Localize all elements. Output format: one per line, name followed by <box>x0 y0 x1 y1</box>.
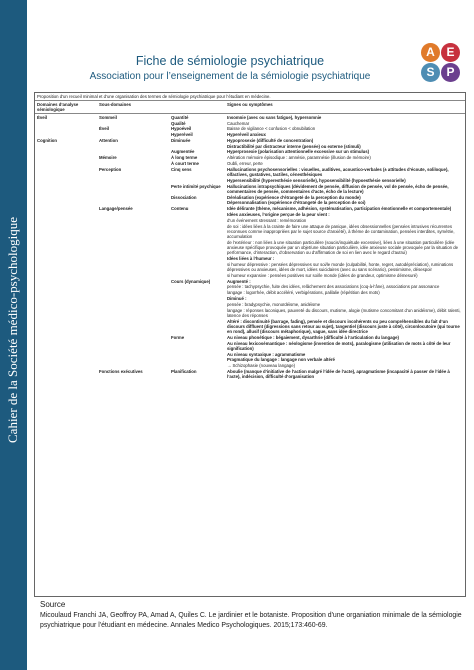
page-title: Fiche de sémiologie psychiatrique <box>135 54 325 68</box>
cell-subsubdomain: À court terme <box>171 161 199 167</box>
table-caption: Proposition d’un recueil minimal et d’une organisation des termes de sémiologie psychiatrique pour l’étudiant en médecine. <box>37 94 271 99</box>
cell-sign: langage : réponses laconiques, pauvreté du discours, mutisme, alogie (mutisme concomitant d’un anidéisme), débit ralenti, latence des réponses <box>227 307 461 318</box>
cell-subsubdomain: Hyperéveil <box>171 132 193 138</box>
cell-subsubdomain: Cinq sens <box>171 166 192 172</box>
cell-subsubdomain: Cours (dynamique) <box>171 278 211 284</box>
cell-subsubdomain: Diminuée <box>171 137 191 143</box>
cell-subdomain: Éveil <box>99 126 110 132</box>
cell-sign: Augmenté : <box>227 278 251 284</box>
cell-subsubdomain <box>169 340 225 351</box>
cell-subsubdomain <box>169 307 225 318</box>
cell-sign: Baisse de vigilance < confusion < obnubilation <box>227 126 316 132</box>
cell-subsubdomain: Hypoéveil <box>171 126 192 132</box>
table-row <box>35 262 465 273</box>
cell-sign: Hallucinations psychosensorielles : visuelles, auditives, acoustico-verbales (± attitudes d’écoute, soliloque), olfactives, gustatives, tactiles, cénesthésiques <box>227 166 449 178</box>
table-row <box>35 183 465 194</box>
cell-subsubdomain: Qualité <box>171 120 186 126</box>
cell-domain <box>35 223 97 239</box>
cell-subsubdomain <box>169 262 225 273</box>
cell-sign: de soi : idées liées à la crainte de faire une attaque de panique, idées obsessionnelles (pensées intrusives récurrentes reconnues comme inappropriées par le sujet source d’anxiété), à thème de contamination, pensées interdites, symétrie, accumulation <box>227 223 455 240</box>
source-label: Source <box>40 600 66 609</box>
cell-subdomain <box>97 183 169 194</box>
cell-domain <box>35 369 97 380</box>
cell-sign: pensée : tachypsychie, fuite des idées, relâchement des associations (coq-à-l’âne), associations par assonance <box>227 284 440 290</box>
cell-subsubdomain: Augmentée <box>171 149 195 155</box>
sidebar-band <box>0 0 27 670</box>
cell-subsubdomain <box>169 223 225 239</box>
cell-sign: Déréalisation (expérience d’étrangeté de la perception du monde) <box>227 194 361 200</box>
source-citation: Micoulaud Franchi JA, Geoffroy PA, Amad A, Quiles C. Le jardinier et le botaniste. Proposition d'une organiation minimale de la sémiologie psychiatrique pour l'étudiant en médecine. Annales Medico Psychologiques. 2015;173:460-69. <box>40 612 462 629</box>
table-row <box>35 223 465 239</box>
table-row <box>35 240 465 256</box>
sidebar-title: Cahier de la Société médico-psychologique <box>5 217 20 443</box>
cell-subdomain: Fonctions exécutives <box>99 369 143 375</box>
cell-subdomain <box>97 223 169 239</box>
aesp-logo <box>421 43 461 83</box>
cell-subsubdomain: Forme <box>171 334 185 340</box>
cell-sign: si humeur dépressive : pensées dépressives sur soi/le monde (culpabilité, honte, regret, autodépréciation), ruminations dépressives ou anxieuses, idées de mort, idées suicidaires (avec ou sans scénario), pessimisme, désespoir <box>227 261 454 273</box>
cell-sign: Oubli, erreur, perte <box>227 161 263 167</box>
cell-sign: Distractibilité par distracteur interne (pensée) ou externe (stimuli) <box>227 143 361 149</box>
cell-sign: Pragmatique du langage : langage non verbale altéré <box>227 357 335 363</box>
logo-letter-s: S <box>421 63 440 82</box>
header-signs: Signes ou symptômes <box>225 101 465 114</box>
cell-subsubdomain: Quantité <box>171 114 189 120</box>
cell-domain <box>35 340 97 351</box>
logo-letter-e: E <box>441 43 460 62</box>
cell-sign: Idées anxieuses, l’origine perçue de la peur vient : <box>227 212 330 218</box>
logo-letter-p: P <box>441 63 460 82</box>
cell-subdomain: Mémoire <box>99 155 117 161</box>
cell-domain <box>35 240 97 256</box>
cell-subsubdomain: Perte intimité psychique <box>171 183 221 189</box>
cell-sign: Insomnie (avec ou sans fatigue), hypersomnie <box>227 114 322 120</box>
cell-subdomain: Sommeil <box>99 114 117 120</box>
cell-subsubdomain <box>169 318 225 334</box>
header-subsubdomains <box>169 101 225 114</box>
page-subtitle: Association pour l’enseignement de la sémiologie psychiatrique <box>89 71 371 82</box>
cell-sign: Altéré : discontinuité (barrage, fading), pensée et discours incohérents ou peu compréhensibles du fait d’un discours diffluent (digressions sans retour au sujet), tangentiel (discours juste à côté), circonlocutoire (qui tourne en rond), allusif (discours métaphorique), vague, sans idée directrice <box>227 318 460 335</box>
header-domains: Domaines d’analyse sémiologique <box>35 101 97 114</box>
cell-sign: Dépersonnalisation (expérience d’étrangeté de la perception de soi) <box>227 200 366 206</box>
cell-subdomain <box>97 262 169 273</box>
cell-sign: Idées liées à l’humeur : <box>227 256 275 262</box>
cell-sign: Au niveau phonétique : bégaiement, dysarthrie (difficulté à l’articulation du langage) <box>227 334 399 340</box>
cell-sign: Idée délirante (thème, mécanisme, adhésion, systématisation, participation émotionnelle et comportementale) <box>227 206 452 212</box>
cell-sign: pensée : bradypsychie, monoïdéisme, anidéisme <box>227 301 321 307</box>
cell-subsubdomain: Dissociation <box>171 194 197 200</box>
cell-subsubdomain: Planification <box>171 369 197 375</box>
cell-sign: Aboulie (manque d’initiative de l’action malgré l’idée de l’acte), apragmatisme (incapacité à passer de l’idée à l’acte), indécision, difficulté d’organisation <box>227 369 450 380</box>
table-row <box>35 369 465 380</box>
table-body <box>35 114 465 380</box>
header-subdomains: Sous-domaines <box>97 101 169 114</box>
cell-sign: Au niveau syntaxique : agrammatisme <box>227 351 306 357</box>
cell-sign: Hyperprosexie (polarisation attentionnelle excessive sur un stimulus) <box>227 149 370 155</box>
cell-subdomain: Perception <box>99 166 122 172</box>
cell-subdomain <box>97 240 169 256</box>
cell-domain <box>35 307 97 318</box>
cell-sign: Hypersensibilité (hyperesthésie sensorielle), hyposensibilité (hypoesthésie sensorielle) <box>227 177 406 183</box>
cell-sign: Hyperéveil anxieux <box>227 132 266 138</box>
cell-subdomain <box>97 307 169 318</box>
cell-sign: si humeur expansive : pensées positives sur soi/le monde (idées de grandeur, optimisme démesuré) <box>227 272 418 278</box>
cell-sign: Hypoprosexie (difficulté de concentration) <box>227 137 314 143</box>
cell-subdomain: Attention <box>99 137 118 143</box>
cell-sign: Hallucinations intrapsychiques (dévidement de pensée, diffusion de pensée, vol de pensée, écho de pensée, commentaires de pensée, commentaires d’acte, écho de la lecture) <box>227 183 449 194</box>
cell-subsubdomain: Contenu <box>171 206 189 212</box>
cell-domain <box>35 167 97 178</box>
cell-subdomain <box>97 340 169 351</box>
cell-domain <box>35 262 97 273</box>
cell-subdomain: Langage/pensée <box>99 206 133 212</box>
cell-subsubdomain <box>169 240 225 256</box>
table-row <box>35 318 465 334</box>
cell-sign: Cauchemar <box>227 120 250 126</box>
cell-subdomain <box>97 318 169 334</box>
cell-sign: Altération mémoire épisodique : amnésie, paramnésie (illusion de mémoire) <box>227 155 371 161</box>
table-header-row <box>35 101 465 114</box>
cell-domain <box>35 318 97 334</box>
semiology-table <box>35 100 465 380</box>
cell-domain: Cognition <box>37 137 58 143</box>
cell-subsubdomain: À long terme <box>171 155 198 161</box>
cell-sign: Au niveau lexicosémantique : néologisme (invention de mots), paralogisme (utilisation de mots à côté de leur signification) <box>227 340 451 351</box>
table-row <box>35 340 465 351</box>
cell-domain: Éveil <box>37 114 48 120</box>
table-row <box>35 307 465 318</box>
semiology-table-container <box>34 92 466 597</box>
cell-sign: → Schizophasie (nouveau langage) <box>227 363 296 369</box>
table-row <box>35 206 465 212</box>
cell-sign: de l’extérieur : non liées à une situation particulière (soucis/inquiétude excessive), liées à une situation particulière (idée anxieuse spécifique provoquée par un objet/une situation particulière, idée anxieuse sociale provoquée par la situation de performance, d’interaction, d’observation ou d’affirmation de soi en lien avec le regard d’autrui) <box>227 239 458 256</box>
cell-domain <box>35 183 97 194</box>
cell-sign: d’un événement stressant : remémoration <box>227 217 307 223</box>
cell-sign: Diminué : <box>227 296 247 302</box>
cell-sign: langage : logorrhée, débit accéléré, verbigérations, palilalie (répétition des mots) <box>227 290 380 296</box>
logo-letter-a: A <box>421 43 440 62</box>
table-row <box>35 167 465 178</box>
